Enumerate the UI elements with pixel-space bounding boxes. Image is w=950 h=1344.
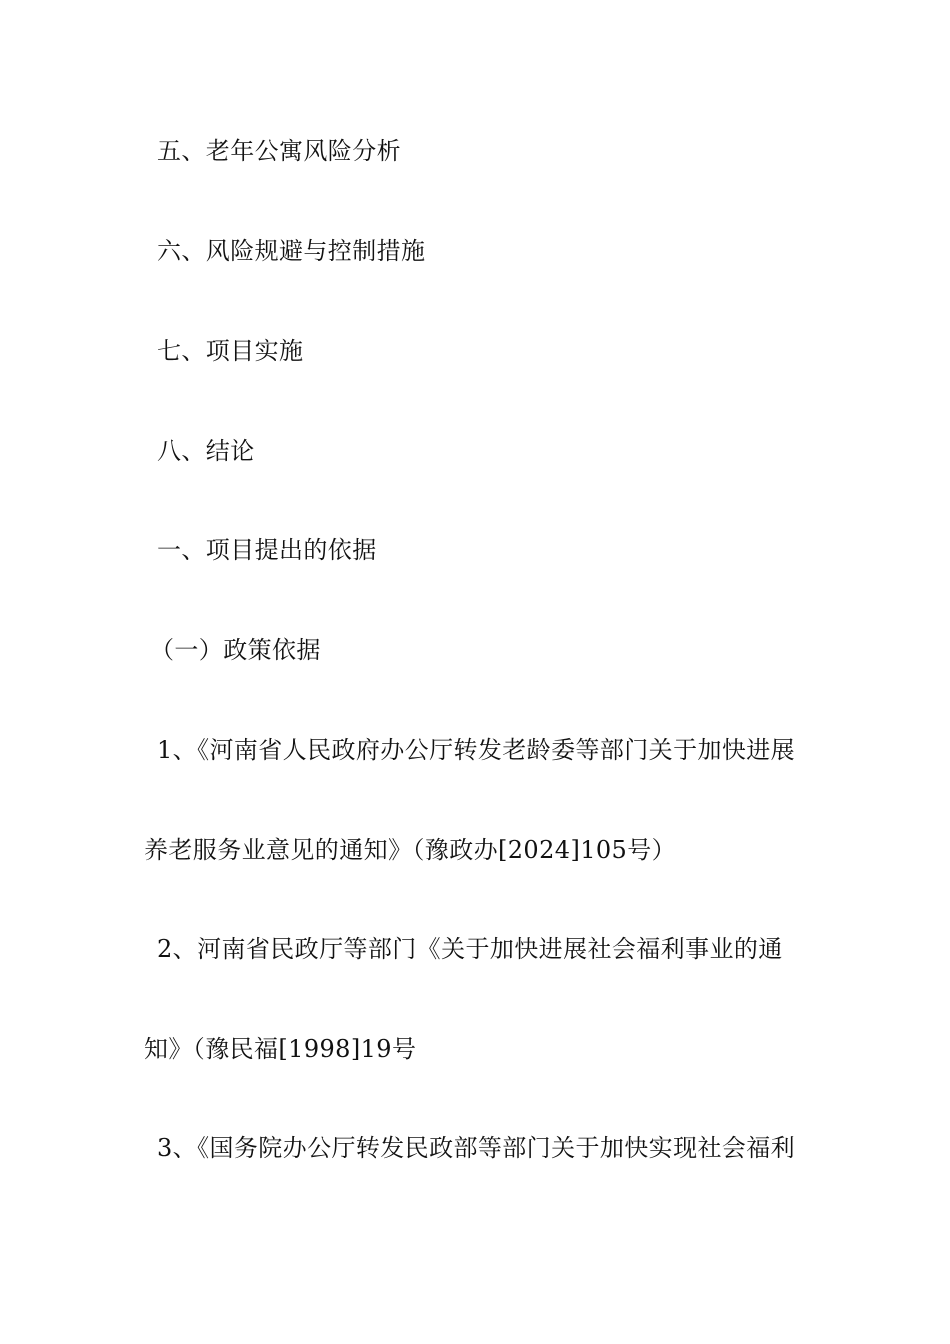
toc-item-conclusion: 八、结论 [157,437,255,465]
subsection-heading: （一）政策依据 [150,636,321,664]
toc-item-implementation: 七、项目实施 [157,337,304,365]
section-heading: 一、项目提出的依据 [157,536,377,564]
toc-item-risk-control: 六、风险规避与控制措施 [157,237,426,265]
toc-item-risk-analysis: 五、老年公寓风险分析 [157,137,401,165]
paragraph-line: 3、《国务院办公厅转发民政部等部门关于加快实现社会福利 [157,1134,796,1162]
paragraph-line: 养老服务业意见的通知》（豫政办[2024]105号） [144,836,677,864]
paragraph-line: 2、河南省民政厅等部门《关于加快进展社会福利事业的通 [157,935,783,963]
paragraph-line: 1、《河南省人民政府办公厅转发老龄委等部门关于加快进展 [157,736,796,764]
paragraph-line: 知》（豫民福[1998]19号 [144,1035,417,1063]
